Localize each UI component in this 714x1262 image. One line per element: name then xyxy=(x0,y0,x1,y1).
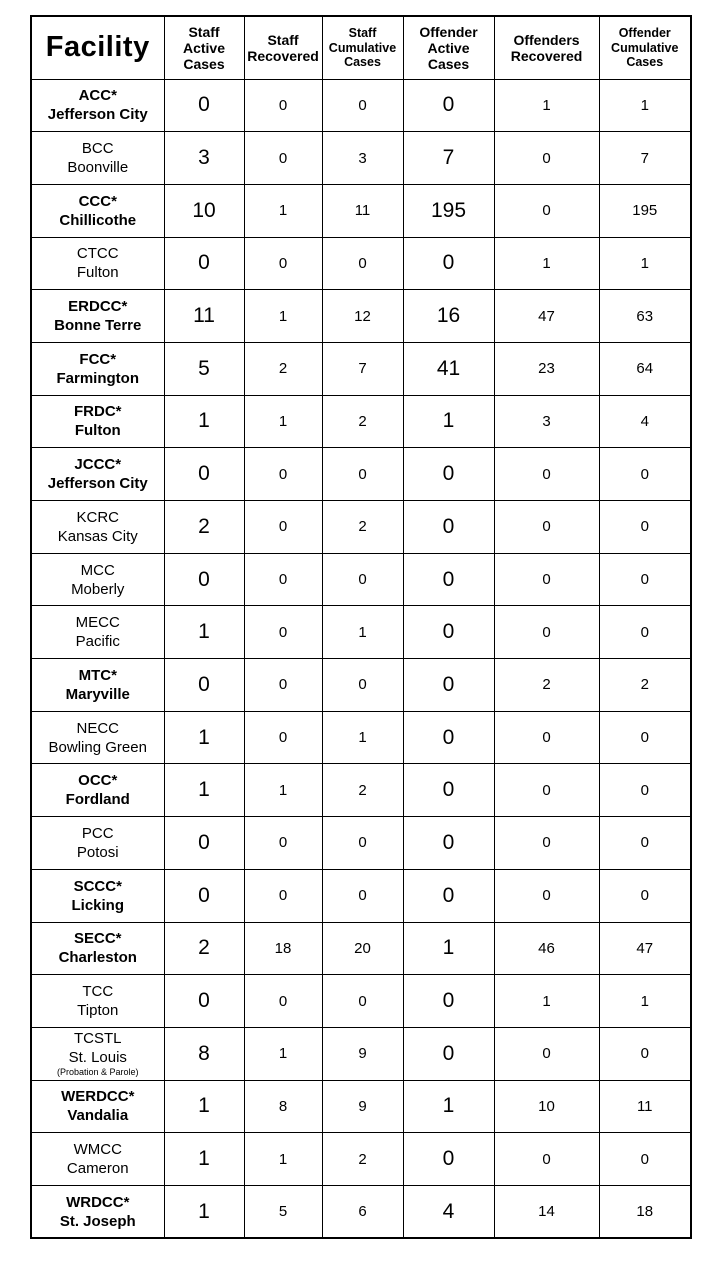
facility-cell xyxy=(31,448,164,501)
value-cell: 0 xyxy=(599,606,691,659)
table-row xyxy=(31,659,691,712)
value-cell: 0 xyxy=(322,553,403,606)
value-cell: 0 xyxy=(403,817,494,870)
value-cell: 8 xyxy=(244,1080,322,1133)
value-cell: 0 xyxy=(244,869,322,922)
value-cell: 1 xyxy=(494,79,599,132)
value-cell: 0 xyxy=(244,132,322,185)
facility-location: Maryville xyxy=(65,685,130,703)
facility-code: MCC xyxy=(80,561,115,579)
facility-location: Jefferson City xyxy=(47,106,148,124)
table-row xyxy=(31,817,691,870)
table-row xyxy=(31,1185,691,1238)
value-cell: 46 xyxy=(494,922,599,975)
table-row xyxy=(31,922,691,975)
value-cell: 0 xyxy=(244,659,322,712)
value-cell: 5 xyxy=(244,1185,322,1238)
table-row xyxy=(31,448,691,501)
value-cell: 9 xyxy=(322,1027,403,1080)
value-cell: 0 xyxy=(164,237,244,290)
facility-location: St. Joseph xyxy=(59,1212,136,1230)
table-row xyxy=(31,711,691,764)
value-cell: 0 xyxy=(599,501,691,554)
value-cell: 0 xyxy=(599,1133,691,1186)
facility-code: PCC xyxy=(81,824,114,842)
facility-cell xyxy=(31,922,164,975)
facility-code: NECC xyxy=(76,719,119,737)
value-cell: 2 xyxy=(494,659,599,712)
value-cell: 1 xyxy=(244,1133,322,1186)
header-row xyxy=(31,16,691,79)
value-cell: 4 xyxy=(599,395,691,448)
value-cell: 1 xyxy=(403,922,494,975)
value-cell: 0 xyxy=(322,448,403,501)
value-cell: 0 xyxy=(403,1027,494,1080)
value-cell: 5 xyxy=(164,342,244,395)
value-cell: 64 xyxy=(599,342,691,395)
value-cell: 1 xyxy=(164,1185,244,1238)
facility-location: Tipton xyxy=(77,1002,119,1020)
value-cell: 8 xyxy=(164,1027,244,1080)
value-cell: 0 xyxy=(403,606,494,659)
facility-code: FRDC* xyxy=(74,403,122,421)
value-cell: 2 xyxy=(322,764,403,817)
value-cell: 0 xyxy=(403,237,494,290)
value-cell: 11 xyxy=(599,1080,691,1133)
facility-location: Pacific xyxy=(75,633,120,651)
value-cell: 1 xyxy=(599,79,691,132)
value-cell: 1 xyxy=(244,1027,322,1080)
facility-cell xyxy=(31,1027,164,1080)
facility-cell xyxy=(31,817,164,870)
value-cell: 2 xyxy=(322,1133,403,1186)
value-cell: 0 xyxy=(244,975,322,1028)
facility-location: Fulton xyxy=(74,422,121,440)
facility-cases-table-container xyxy=(30,15,692,1239)
value-cell: 1 xyxy=(403,1080,494,1133)
facility-cell xyxy=(31,869,164,922)
facility-location: Fulton xyxy=(76,264,119,282)
value-cell: 0 xyxy=(599,817,691,870)
value-cell: 47 xyxy=(599,922,691,975)
value-cell: 0 xyxy=(164,448,244,501)
facility-location: Chillicothe xyxy=(59,211,137,229)
table-row xyxy=(31,869,691,922)
facility-code: CTCC xyxy=(76,245,119,263)
table-row xyxy=(31,395,691,448)
value-cell: 0 xyxy=(403,448,494,501)
facility-location: Moberly xyxy=(71,580,125,598)
value-cell: 0 xyxy=(494,817,599,870)
value-cell: 2 xyxy=(599,659,691,712)
facility-code: MECC xyxy=(75,614,120,632)
value-cell: 0 xyxy=(164,975,244,1028)
table-header xyxy=(31,16,691,79)
facility-cell xyxy=(31,395,164,448)
value-cell: 0 xyxy=(494,132,599,185)
facility-location: Vandalia xyxy=(67,1107,129,1125)
value-cell: 2 xyxy=(322,501,403,554)
value-cell: 0 xyxy=(599,553,691,606)
value-cell: 0 xyxy=(244,448,322,501)
value-cell: 1 xyxy=(494,237,599,290)
value-cell: 0 xyxy=(403,869,494,922)
value-cell: 1 xyxy=(322,606,403,659)
facility-code: KCRC xyxy=(76,508,119,526)
value-cell: 0 xyxy=(322,869,403,922)
value-cell: 0 xyxy=(494,184,599,237)
value-cell: 0 xyxy=(599,711,691,764)
value-cell: 6 xyxy=(322,1185,403,1238)
facility-code: TCC xyxy=(82,983,114,1001)
value-cell: 0 xyxy=(494,869,599,922)
facility-location: Cameron xyxy=(66,1160,129,1178)
value-cell: 0 xyxy=(403,659,494,712)
facility-code: WERDCC* xyxy=(61,1088,135,1106)
value-cell: 1 xyxy=(244,395,322,448)
table-row xyxy=(31,1027,691,1080)
value-cell: 0 xyxy=(244,501,322,554)
value-cell: 7 xyxy=(322,342,403,395)
value-cell: 0 xyxy=(164,869,244,922)
value-cell: 0 xyxy=(322,975,403,1028)
value-cell: 14 xyxy=(494,1185,599,1238)
value-cell: 9 xyxy=(322,1080,403,1133)
facility-code: SECC* xyxy=(73,930,122,948)
value-cell: 1 xyxy=(164,606,244,659)
table-row xyxy=(31,184,691,237)
facility-location: Licking xyxy=(71,896,124,914)
facility-cell xyxy=(31,606,164,659)
value-cell: 63 xyxy=(599,290,691,343)
value-cell: 0 xyxy=(244,553,322,606)
facility-code: ACC* xyxy=(78,87,117,105)
value-cell: 0 xyxy=(322,817,403,870)
facility-location: Boonville xyxy=(67,159,129,177)
header-offender-cumulative-cases: Offender Cumulative Cases xyxy=(599,16,691,79)
value-cell: 1 xyxy=(244,290,322,343)
table-row xyxy=(31,1133,691,1186)
table-row xyxy=(31,237,691,290)
value-cell: 7 xyxy=(599,132,691,185)
table-row xyxy=(31,975,691,1028)
header-staff-active-cases: Staff Active Cases xyxy=(164,16,244,79)
facility-cell xyxy=(31,79,164,132)
header-facility: Facility xyxy=(31,16,164,79)
facility-code: TCSTL xyxy=(73,1030,122,1048)
facility-code: MTC* xyxy=(78,666,117,684)
value-cell: 1 xyxy=(599,237,691,290)
value-cell: 0 xyxy=(403,764,494,817)
value-cell: 0 xyxy=(244,79,322,132)
value-cell: 0 xyxy=(599,869,691,922)
value-cell: 0 xyxy=(403,1133,494,1186)
value-cell: 2 xyxy=(322,395,403,448)
value-cell: 0 xyxy=(164,817,244,870)
value-cell: 0 xyxy=(494,1133,599,1186)
table-row xyxy=(31,1080,691,1133)
value-cell: 0 xyxy=(244,711,322,764)
facility-location: Bonne Terre xyxy=(54,317,142,335)
value-cell: 0 xyxy=(244,817,322,870)
facility-cell xyxy=(31,975,164,1028)
value-cell: 0 xyxy=(494,501,599,554)
facility-location: Kansas City xyxy=(57,527,138,545)
value-cell: 1 xyxy=(164,1080,244,1133)
header-offenders-recovered: Offenders Recovered xyxy=(494,16,599,79)
value-cell: 16 xyxy=(403,290,494,343)
facility-code: CCC* xyxy=(78,192,117,210)
value-cell: 195 xyxy=(599,184,691,237)
value-cell: 18 xyxy=(244,922,322,975)
facility-table-body xyxy=(31,79,691,1238)
value-cell: 0 xyxy=(494,606,599,659)
table-row xyxy=(31,342,691,395)
value-cell: 10 xyxy=(164,184,244,237)
facility-cases-table xyxy=(30,15,692,1239)
value-cell: 1 xyxy=(494,975,599,1028)
value-cell: 12 xyxy=(322,290,403,343)
value-cell: 1 xyxy=(164,395,244,448)
facility-cell xyxy=(31,553,164,606)
value-cell: 1 xyxy=(164,711,244,764)
value-cell: 0 xyxy=(164,659,244,712)
facility-code: SCCC* xyxy=(73,877,122,895)
value-cell: 0 xyxy=(403,79,494,132)
facility-note: (Probation & Parole) xyxy=(56,1067,139,1078)
facility-code: FCC* xyxy=(79,350,117,368)
table-row xyxy=(31,132,691,185)
value-cell: 195 xyxy=(403,184,494,237)
table-row xyxy=(31,553,691,606)
value-cell: 0 xyxy=(403,553,494,606)
value-cell: 0 xyxy=(164,79,244,132)
facility-location: St. Louis xyxy=(68,1049,127,1067)
header-staff-recovered: Staff Recovered xyxy=(244,16,322,79)
value-cell: 0 xyxy=(322,237,403,290)
facility-code: OCC* xyxy=(78,772,118,790)
table-row xyxy=(31,501,691,554)
value-cell: 0 xyxy=(599,1027,691,1080)
facility-location: Charleston xyxy=(58,949,137,967)
value-cell: 2 xyxy=(244,342,322,395)
facility-cell xyxy=(31,711,164,764)
facility-location: Fordland xyxy=(65,791,130,809)
value-cell: 0 xyxy=(164,553,244,606)
table-row xyxy=(31,606,691,659)
value-cell: 1 xyxy=(403,395,494,448)
value-cell: 0 xyxy=(599,764,691,817)
value-cell: 0 xyxy=(403,711,494,764)
value-cell: 7 xyxy=(403,132,494,185)
facility-cell xyxy=(31,1080,164,1133)
facility-cell xyxy=(31,237,164,290)
value-cell: 20 xyxy=(322,922,403,975)
value-cell: 0 xyxy=(322,659,403,712)
facility-cell xyxy=(31,659,164,712)
value-cell: 1 xyxy=(244,184,322,237)
facility-cell xyxy=(31,1133,164,1186)
value-cell: 0 xyxy=(494,1027,599,1080)
table-row xyxy=(31,290,691,343)
value-cell: 1 xyxy=(244,764,322,817)
value-cell: 0 xyxy=(244,606,322,659)
value-cell: 0 xyxy=(494,764,599,817)
value-cell: 0 xyxy=(494,553,599,606)
value-cell: 0 xyxy=(244,237,322,290)
facility-cell xyxy=(31,132,164,185)
value-cell: 47 xyxy=(494,290,599,343)
value-cell: 0 xyxy=(403,975,494,1028)
facility-cell xyxy=(31,1185,164,1238)
facility-code: BCC xyxy=(81,140,114,158)
facility-code: ERDCC* xyxy=(68,298,128,316)
facility-cell xyxy=(31,764,164,817)
header-staff-cumulative-cases: Staff Cumulative Cases xyxy=(322,16,403,79)
value-cell: 4 xyxy=(403,1185,494,1238)
facility-location: Jefferson City xyxy=(47,475,148,493)
facility-code: WRDCC* xyxy=(66,1193,130,1211)
value-cell: 0 xyxy=(403,501,494,554)
value-cell: 10 xyxy=(494,1080,599,1133)
facility-code: WMCC xyxy=(73,1141,122,1159)
header-offender-active-cases: Offender Active Cases xyxy=(403,16,494,79)
value-cell: 1 xyxy=(164,1133,244,1186)
value-cell: 18 xyxy=(599,1185,691,1238)
value-cell: 3 xyxy=(164,132,244,185)
facility-location: Bowling Green xyxy=(48,738,147,756)
facility-cell xyxy=(31,501,164,554)
value-cell: 3 xyxy=(494,395,599,448)
value-cell: 0 xyxy=(494,711,599,764)
value-cell: 0 xyxy=(322,79,403,132)
facility-code: JCCC* xyxy=(74,456,122,474)
facility-cell xyxy=(31,342,164,395)
value-cell: 2 xyxy=(164,922,244,975)
value-cell: 41 xyxy=(403,342,494,395)
facility-location: Farmington xyxy=(56,369,139,387)
value-cell: 23 xyxy=(494,342,599,395)
table-row xyxy=(31,764,691,817)
value-cell: 1 xyxy=(599,975,691,1028)
value-cell: 11 xyxy=(322,184,403,237)
table-row xyxy=(31,79,691,132)
value-cell: 1 xyxy=(164,764,244,817)
facility-cell xyxy=(31,184,164,237)
value-cell: 0 xyxy=(599,448,691,501)
value-cell: 0 xyxy=(494,448,599,501)
facility-cell xyxy=(31,290,164,343)
value-cell: 3 xyxy=(322,132,403,185)
value-cell: 11 xyxy=(164,290,244,343)
value-cell: 1 xyxy=(322,711,403,764)
facility-location: Potosi xyxy=(76,843,119,861)
value-cell: 2 xyxy=(164,501,244,554)
